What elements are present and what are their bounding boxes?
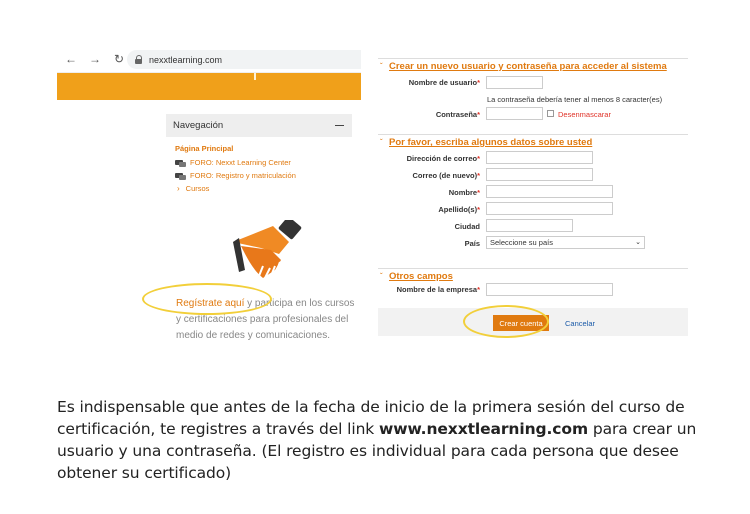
nav-forum-item[interactable] bbox=[175, 169, 352, 182]
section-other-title[interactable]: Otros campos bbox=[389, 271, 453, 282]
chevron-right-icon: › bbox=[177, 184, 180, 193]
caption-link[interactable]: www.nexxtlearning.com bbox=[379, 420, 588, 438]
email-confirm-label: Correo (de nuevo)* bbox=[412, 171, 480, 180]
forum-icon bbox=[175, 159, 186, 167]
nav-home-link[interactable]: Página Principal bbox=[175, 144, 234, 153]
nav-forum-label: FORO: Registro y matriculación bbox=[190, 171, 296, 180]
section-personal-title[interactable]: Por favor, escriba algunos datos sobre usted bbox=[389, 137, 593, 148]
password-label: Contraseña* bbox=[435, 110, 480, 119]
chevron-down-icon[interactable]: ˇ bbox=[380, 62, 383, 71]
nav-courses-label: Cursos bbox=[185, 184, 210, 193]
arrow-right-icon[interactable]: → bbox=[89, 52, 101, 66]
email-label: Dirección de correo* bbox=[406, 154, 480, 163]
reload-icon[interactable]: ↻ bbox=[113, 52, 125, 66]
registration-form bbox=[378, 58, 690, 336]
name-input[interactable] bbox=[486, 185, 613, 198]
company-label: Nombre de la empresa* bbox=[396, 285, 480, 294]
navigation-title: Navegación bbox=[173, 120, 224, 131]
city-label: Ciudad bbox=[454, 222, 480, 231]
nav-forum-item[interactable] bbox=[175, 156, 352, 169]
nav-forum-label: FORO: Nexxt Learning Center bbox=[190, 158, 291, 167]
surname-label: Apellido(s)* bbox=[438, 205, 480, 214]
arrow-left-icon[interactable]: ← bbox=[65, 52, 77, 66]
handshake-icon bbox=[223, 220, 303, 290]
forum-icon bbox=[175, 172, 186, 180]
cancel-link[interactable]: Cancelar bbox=[565, 319, 596, 328]
highlight-ring bbox=[142, 283, 272, 315]
banner-mark bbox=[254, 73, 256, 80]
navigation-list bbox=[166, 137, 352, 195]
section-account-title[interactable]: Crear un nuevo usuario y contraseña para acceder al sistema bbox=[389, 61, 667, 72]
promo-body: y participa en los cursos y certificaciones para profesionales del medio de redes y comunicaciones. bbox=[176, 298, 355, 341]
chevron-down-icon[interactable]: ˇ bbox=[380, 138, 383, 147]
url-text: nexxtlearning.com bbox=[149, 54, 223, 65]
country-select[interactable] bbox=[486, 236, 645, 249]
instructions-caption bbox=[57, 396, 707, 484]
username-label: Nombre de usuario* bbox=[408, 78, 480, 87]
password-input[interactable] bbox=[486, 107, 543, 120]
email-confirm-input[interactable] bbox=[486, 168, 593, 181]
caption-part1: Es indispensable que antes de la fecha de inicio de la primera sesión del curso de certificación, te registres a través del link bbox=[57, 398, 685, 438]
section-account bbox=[378, 58, 688, 126]
site-banner bbox=[57, 73, 361, 100]
create-account-button[interactable]: Crear cuenta bbox=[493, 315, 549, 331]
lock-icon bbox=[135, 55, 143, 64]
city-input[interactable] bbox=[486, 219, 573, 232]
nav-courses-item[interactable] bbox=[175, 182, 352, 195]
company-input[interactable] bbox=[486, 283, 613, 296]
chevron-down-icon[interactable]: ˇ bbox=[380, 272, 383, 281]
collapse-icon[interactable] bbox=[335, 125, 344, 127]
section-personal bbox=[378, 134, 688, 260]
section-other bbox=[378, 268, 688, 302]
caption-part2: para crear un usuario y una contraseña. (El registro es individual para cada persona que desee obtener su certificado) bbox=[57, 420, 697, 482]
country-select-value: Seleccione su país bbox=[490, 238, 553, 247]
navigation-header bbox=[166, 114, 352, 137]
navigation-block bbox=[166, 114, 352, 204]
highlight-ring bbox=[463, 305, 549, 338]
surname-input[interactable] bbox=[486, 202, 613, 215]
chevron-down-icon: ⌄ bbox=[635, 239, 641, 246]
username-input[interactable] bbox=[486, 76, 543, 89]
name-label: Nombre* bbox=[448, 188, 480, 197]
left-screenshot bbox=[57, 46, 361, 366]
unmask-label[interactable]: Desenmascarar bbox=[558, 110, 611, 119]
address-bar[interactable] bbox=[127, 50, 361, 69]
register-link[interactable]: Regístrate aquí bbox=[176, 298, 245, 309]
browser-toolbar bbox=[57, 46, 361, 73]
email-input[interactable] bbox=[486, 151, 593, 164]
unmask-checkbox[interactable] bbox=[547, 110, 554, 117]
country-label: País bbox=[464, 239, 480, 248]
password-hint: La contraseña debería tener al menos 8 caracter(es) bbox=[487, 95, 663, 104]
